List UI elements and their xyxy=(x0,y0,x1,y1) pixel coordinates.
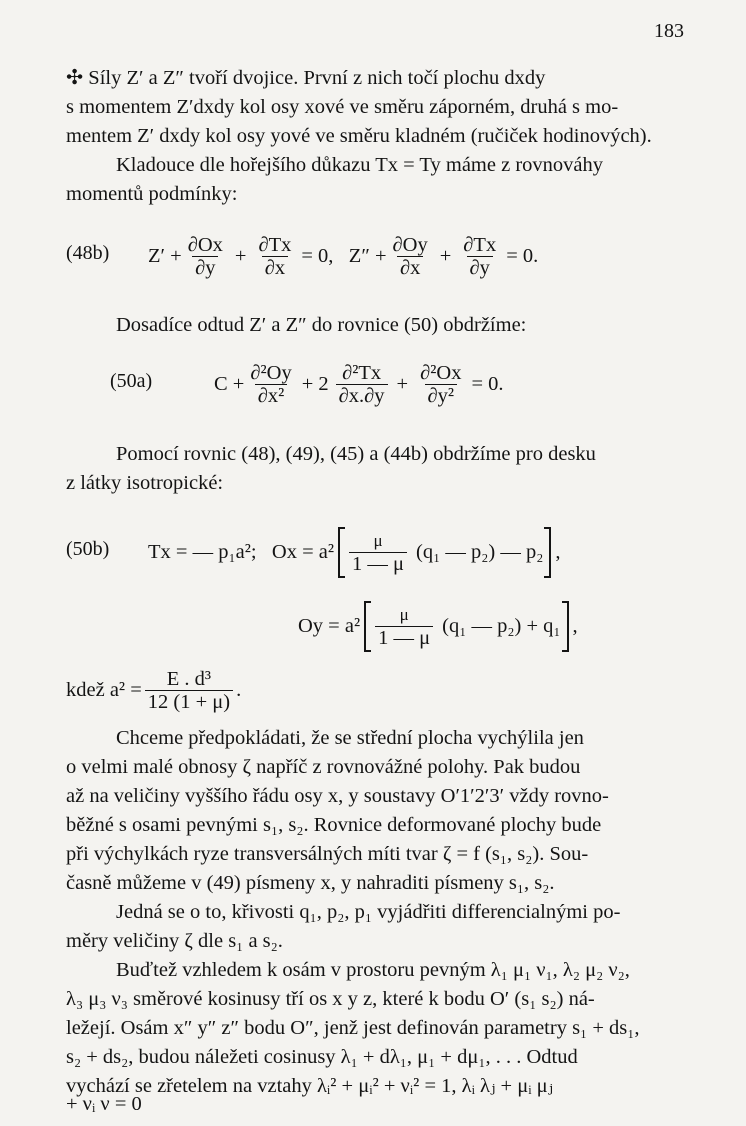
text-line: Chceme předpokládati, že se střední plocha vychýlila jen xyxy=(116,727,584,749)
eq-term: , xyxy=(555,540,561,563)
fraction xyxy=(349,531,407,574)
fraction-numerator: ∂Oy xyxy=(392,233,428,256)
fraction xyxy=(390,235,431,278)
text-line: momentů podmínky: xyxy=(66,183,238,205)
fraction xyxy=(145,669,233,712)
equation-50b-line2 xyxy=(298,594,578,658)
eq-term: = 0, Z″ + xyxy=(301,244,387,267)
fraction-denominator: ∂y² xyxy=(425,384,458,406)
paragraph-forces xyxy=(66,64,682,151)
equation-label-50b: (50b) xyxy=(66,538,110,560)
fraction xyxy=(336,363,388,406)
paragraph-isotropic xyxy=(66,440,682,498)
fraction-numerator: μ xyxy=(399,604,409,624)
fraction xyxy=(460,235,499,278)
eq-term: + 2 xyxy=(301,372,329,395)
text-line: ležejí. Osám x″ y″ z″ bodu O″, jenž jest definován parametry s₁ + ds₁, xyxy=(66,1017,640,1039)
fraction-numerator: ∂Tx xyxy=(258,233,292,256)
equation-kdez xyxy=(66,660,241,720)
text-line: Jedná se o to, křivosti q₁, p₂, p₁ vyjádřiti differencialnými po- xyxy=(116,901,621,923)
fraction-denominator: 12 (1 + μ) xyxy=(145,690,233,712)
bracket-expression xyxy=(338,527,551,578)
fraction-denominator: ∂x.∂y xyxy=(336,384,388,406)
equation-50b-line1 xyxy=(148,520,561,584)
eq-term: Oy = a² xyxy=(298,614,361,637)
fraction-denominator: ∂x xyxy=(262,256,288,278)
fraction-numerator: μ xyxy=(373,530,383,550)
paragraph-cosines-end xyxy=(66,1090,682,1119)
paragraph-cosines xyxy=(66,956,682,1101)
eq-term: = 0. xyxy=(471,372,504,395)
fraction-numerator: ∂²Tx xyxy=(342,361,382,384)
paragraph-curvature xyxy=(66,898,682,956)
text-line: λ₃ μ₃ ν₃ směrové kosinusy tří os x y z, které k bodu O′ (s₁ s₂) ná- xyxy=(66,988,595,1010)
fraction-denominator: ∂y xyxy=(467,256,493,278)
text-line: mentem Z′ dxdy kol osy yové ve směru kladném (ručiček hodinových). xyxy=(66,125,652,147)
text-line: při výchylkách ryze transversálných míti tvar ζ = f (s₁, s₂). Sou- xyxy=(66,843,589,865)
eq-term: kdež a² = xyxy=(66,678,142,701)
eq-term: C + xyxy=(214,372,245,395)
fraction-numerator: ∂²Oy xyxy=(250,361,292,384)
eq-term: Z′ + xyxy=(148,244,182,267)
text-line: až na veličiny vyššího řádu osy x, y soustavy O′1′2′3′ vždy rovno- xyxy=(66,785,609,807)
text-line: měry veličiny ζ dle s₁ a s₂. xyxy=(66,930,283,952)
fraction-denominator: 1 — μ xyxy=(349,552,407,574)
fraction-numerator: ∂²Ox xyxy=(420,361,462,384)
eq-term: (q₁ — p₂) + q₁ xyxy=(442,614,561,637)
text-line: o velmi malé obnosy ζ napříč z rovnovážné polohy. Pak budou xyxy=(66,756,581,778)
text-line: časně můžeme v (49) písmeny x, y nahraditi písmeny s₁, s₂. xyxy=(66,872,555,894)
fraction xyxy=(185,235,226,278)
paragraph-substitution xyxy=(116,311,682,340)
bracket-expression xyxy=(364,601,568,652)
text-line: Buďtež vzhledem k osám v prostoru pevným λ₁ μ₁ ν₁, λ₂ μ₂ ν₂, xyxy=(116,959,630,981)
equation-48b: Z′ + $\frac{\partial Ox}{\partial y}$ + $\frac{\partial Tx}{\partial x}$ = 0, Z″ + $\frac{\partial Oy}{\partial x}$ + $\frac{\partial Tx}{\partial y}$ = 0. xyxy=(148,233,539,279)
fraction-numerator: ∂Tx xyxy=(463,233,497,256)
text-line: z látky isotropické: xyxy=(66,472,224,494)
fraction-numerator: E . d³ xyxy=(166,667,212,690)
equation-label-50a: (50a) xyxy=(110,370,153,392)
fraction xyxy=(417,363,464,406)
paragraph-deflection xyxy=(66,724,682,898)
eq-term: Tx = — p₁a²; Ox = a² xyxy=(148,540,335,563)
fraction-denominator: ∂x xyxy=(397,256,423,278)
fraction-denominator: ∂y xyxy=(192,256,218,278)
text-line: + νᵢ ν = 0 xyxy=(66,1093,142,1115)
text-line: Pomocí rovnic (48), (49), (45) a (44b) obdržíme pro desku xyxy=(116,443,596,465)
fraction xyxy=(375,605,433,648)
equation-label-48b: (48b) xyxy=(66,242,110,264)
page-number: 183 xyxy=(654,20,684,42)
text-line: vychází se zřetelem na vztahy λᵢ² + μᵢ² + νᵢ² = 1, λᵢ λⱼ + μᵢ μⱼ xyxy=(66,1075,554,1097)
equation-50a: C + $\frac{\text{∂²Oy}}{\text{∂x²}}$ + 2 $\frac{\text{∂²Tx}}{\partial x.\partial y}$ + $\frac{\text{∂²Ox}}{\text{∂y²}}$ = 0. xyxy=(214,361,504,407)
text-line: Kladouce dle hořejšího důkazu Tx = Ty máme z rovnováhy xyxy=(116,154,604,176)
fraction-denominator: 1 — μ xyxy=(375,626,433,648)
text-line: ✣ Síly Z′ a Z″ tvoří dvojice. První z nich točí plochu dxdy xyxy=(66,67,546,89)
fraction-numerator: ∂Ox xyxy=(187,233,223,256)
fraction-denominator: ∂x² xyxy=(255,384,288,406)
eq-term: , xyxy=(572,614,578,637)
eq-term: (q₁ — p₂) — p₂ xyxy=(416,540,544,563)
paragraph-conditions xyxy=(66,151,682,209)
text-line: běžné s osami pevnými s₁, s₂. Rovnice deformované plochy bude xyxy=(66,814,602,836)
eq-term: . xyxy=(236,678,242,701)
fraction xyxy=(255,235,294,278)
text-line: s₂ + ds₂, budou náležeti cosinusy λ₁ + dλ₁, μ₁ + dμ₁, . . . Odtud xyxy=(66,1046,578,1068)
text-line: s momentem Z′dxdy kol osy xové ve směru záporném, druhá s mo- xyxy=(66,96,619,118)
fraction xyxy=(247,363,294,406)
eq-term: = 0. xyxy=(506,244,539,267)
text-line: Dosadíce odtud Z′ a Z″ do rovnice (50) obdržíme: xyxy=(116,314,527,336)
